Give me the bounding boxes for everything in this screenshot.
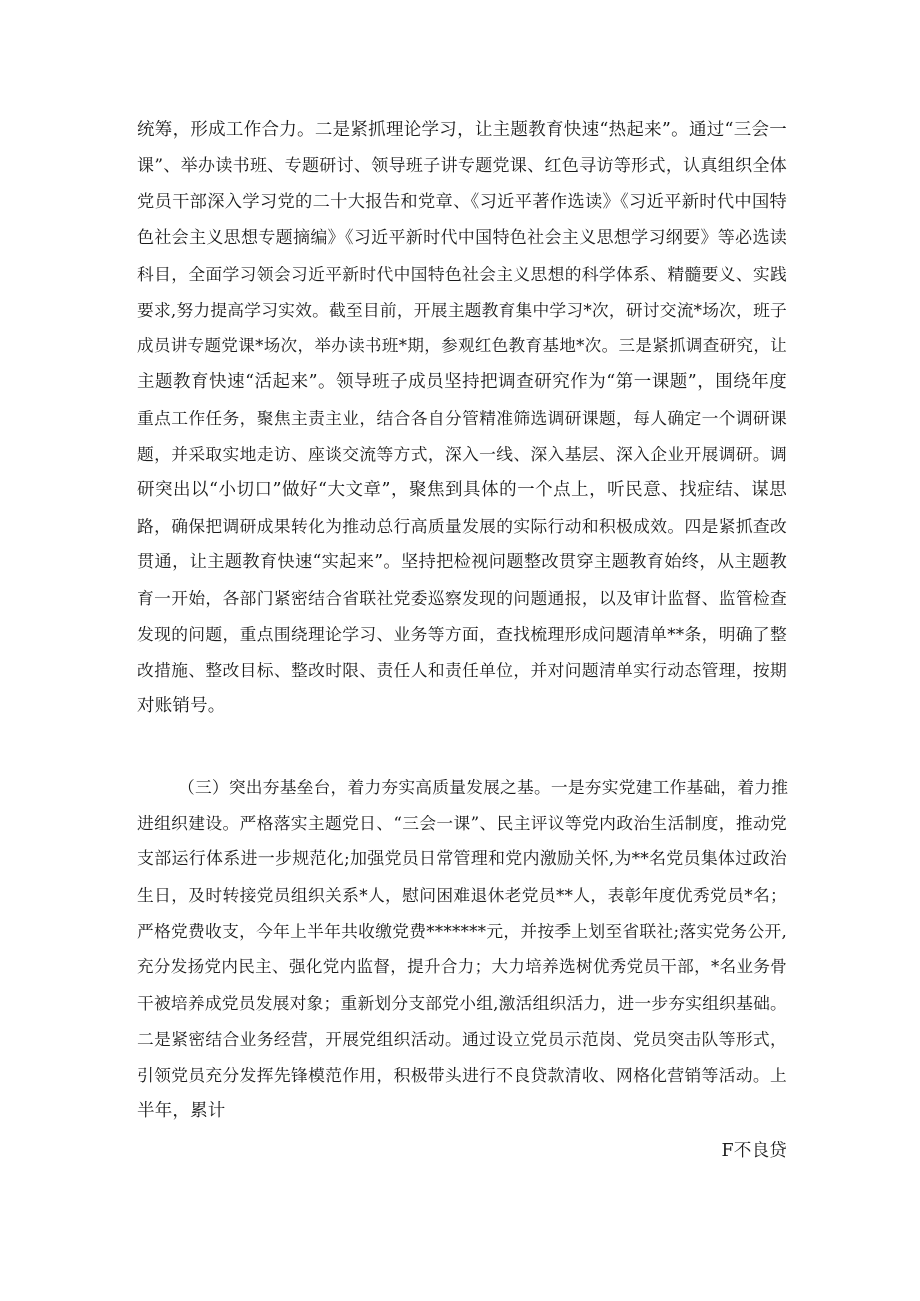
text-line: （三）突出夯基垒台，着力夯实高质量发展之基。一是夯实党建工作基础，着力推 [178, 777, 789, 797]
text-line: 充分发扬党内民主、强化党内监督，提升合力；大力培养选树优秀党员干部，*名业务骨 [137, 957, 787, 976]
text-line: 发现的问题，重点围绕理论学习、业务等方面，查找梳理形成问题清单**条，明确了整 [137, 624, 787, 644]
text-line: 科目，全面学习领会习近平新时代中国特色社会主义思想的科学体系、精髓要义、实践 [137, 264, 787, 284]
text-line: 进组织建设。严格落实主题党日、“三会一课”、民主评议等党内政治生活制度，推动党 [137, 813, 787, 833]
text-line: 统筹，形成工作合力。二是紧抓理论学习，让主题教育快速“热起来”。通过“三会一 [137, 120, 787, 140]
text-line: 色社会主义思想专题摘编》《习近平新时代中国特色社会主义思想学习纲要》等必选读 [137, 228, 787, 248]
text-line: 改措施、整改目标、整改时限、责任人和责任单位，并对问题清单实行动态管理，按期 [137, 660, 787, 680]
trailing-text-fragment: F不良贷 [721, 1141, 787, 1161]
text-line: 成员讲专题党课*场次，举办读书班*期，参观红色教育基地*次。三是紧抓调查研究，让 [137, 336, 787, 355]
text-line: 干被培养成党员发展对象；重新划分支部党小组,激活组织活力，进一步夯实组织基础。 [137, 993, 787, 1013]
text-line: 题，并采取实地走访、座谈交流等方式，深入一线、深入基层、深入企业开展调研。调 [137, 444, 787, 464]
text-line: 育一开始，各部门紧密结合省联社党委巡察发现的问题通报，以及审计监督、监管检查 [137, 588, 787, 608]
text-line: 半年，累计 [137, 1101, 226, 1121]
text-line: 支部运行体系进一步规范化;加强党员日常管理和党内激励关怀,为**名党员集体过政治 [137, 849, 787, 869]
text-line: 党员干部深入学习党的二十大报告和党章、《习近平著作选读》《习近平新时代中国特 [137, 192, 787, 212]
text-line: 对账销号。 [137, 696, 226, 716]
text-line: 引领党员充分发挥先锋模范作用，积极带头进行不良贷款清收、网格化营销等活动。上 [137, 1065, 787, 1085]
text-line: 研突出以“小切口”做好“大文章”，聚焦到具体的一个点上，听民意、找症结、谋思 [137, 480, 787, 500]
text-line: 主题教育快速“活起来”。领导班子成员坚持把调查研究作为“第一课题”，围绕年度 [137, 372, 787, 392]
text-line: 贯通，让主题教育快速“实起来”。坚持把检视问题整改贯穿主题教育始终，从主题教 [137, 552, 787, 572]
text-line: 重点工作任务，聚焦主责主业，结合各自分管精准筛选调研课题，每人确定一个调研课 [137, 408, 787, 428]
text-line: 生日，及时转接党员组织关系*人，慰问困难退休老党员**人，表彰年度优秀党员*名； [137, 885, 787, 905]
text-line: 严格党费收支，今年上半年共收缴党费*******元，并按季上划至省联社;落实党务公开, [137, 921, 787, 941]
text-line: 课”、举办读书班、专题研讨、领导班子讲专题党课、红色寻访等形式，认真组织全体 [137, 156, 787, 176]
text-line: 要求,努力提高学习实效。截至目前，开展主题教育集中学习*次，研讨交流*场次，班子 [137, 300, 787, 320]
text-line: 路，确保把调研成果转化为推动总行高质量发展的实际行动和积极成效。四是紧抓查改 [137, 516, 787, 536]
text-line: 二是紧密结合业务经营，开展党组织活动。通过设立党员示范岗、党员突击队等形式， [137, 1029, 787, 1049]
